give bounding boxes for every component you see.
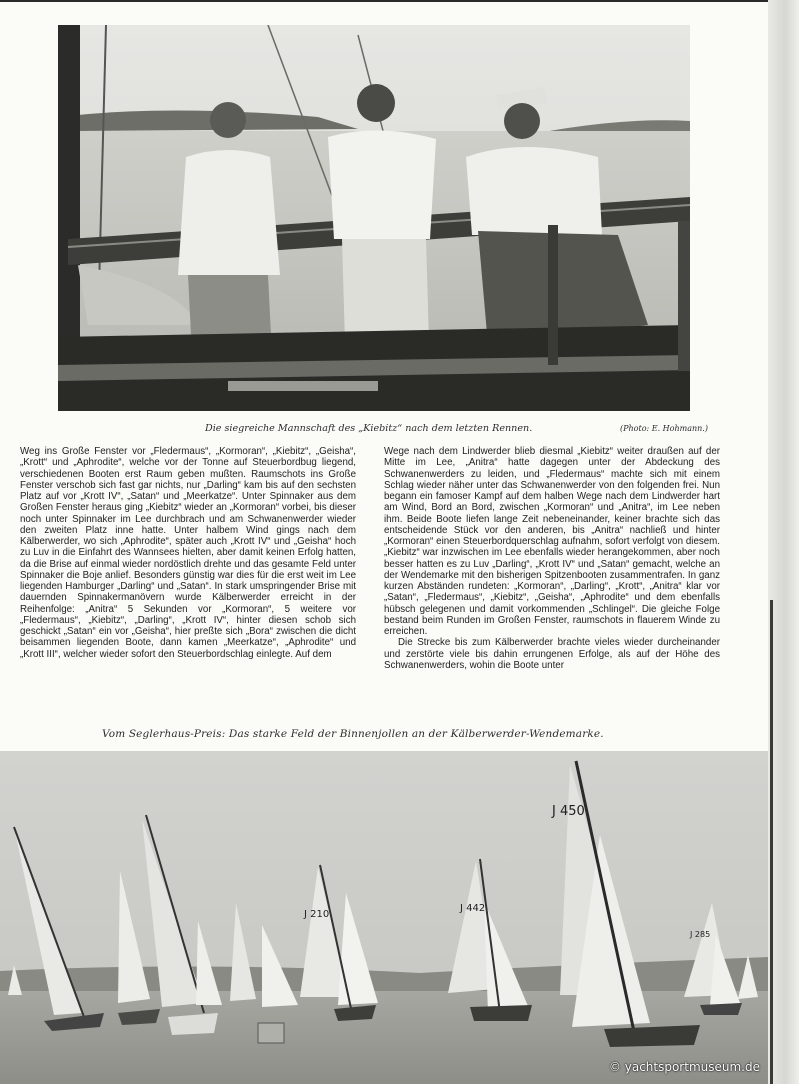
article-column-left [20, 446, 356, 660]
article-column-right [384, 446, 720, 671]
regatta-photo [0, 751, 768, 1084]
article-paragraph: Die Strecke bis zum Kälberwerder brachte vieles wieder durcheinander und zerstörte viele bis dahin errungenen Erfolge, als auf der Höhe des Schwanenwerders, wohin die Boote unter [384, 637, 720, 671]
sail-number: J 210 [304, 909, 330, 920]
photo-sailboat-fleet-icon [0, 751, 768, 1084]
crew-photo [58, 25, 690, 411]
photo-credit: (Photo: E. Hohmann.) [620, 424, 708, 433]
sail-number: J 450 [552, 804, 585, 819]
article-paragraph: Wege nach dem Lindwerder blieb diesmal „Kiebitz“ weiter draußen auf der Mitte im Lee, „Anitra“ hatte dagegen unter der Abdeckung des Schwanenwerders zu leiden, und „Fledermaus“ machte sich mit einem Schlag wieder näher unter das Schwanenwerder von den folgenden frei. Nun begann ein famoser Kampf auf dem halben Wege nach dem Lindwerder hart am Wind, Bord an Bord, zwischen „Kormoran“ und „Anitra“, im Lee neben ihm. Beide Boote liefen lange Zeit nebeneinander, keiner brachte sich das entscheidende Stück vor den anderen, bis „Anitra“ nachließ und hinter „Kormoran“ einen Steuerbordquerschlag aufnahm, sofort verfolgt von diesem. „Kiebitz“ war inzwischen im Lee ebenfalls wieder herangekommen, aber noch besser hatten es zu Luv „Darling“, „Krott IV“ und „Satan“ gemacht, welche an der Wendemarke mit den bisherigen Spitzenbooten zusammentrafen. In ganz kurzen Abständen rundeten: „Kormoran“, „Darling“, „Krott“, „Anitra“ klar vor „Satan“, „Fledermaus“, „Kiebitz“, „Geisha“, „Aphrodite“ und dem ebenfalls hübsch gelegenen und damit vorkommenden „Schlingel“. Die gleiche Folge bestand beim Runden im Großen Fenster, raumschots in flauerem Winde zu erreichen. [384, 446, 720, 637]
sail-number: J 285 [690, 930, 711, 939]
regatta-photo-caption: Vom Seglerhaus-Preis: Das starke Feld der Binnenjollen an der Kälberwerder-Wendemarke. [102, 728, 604, 740]
watermark: © yachtsportmuseum.de [608, 1060, 760, 1074]
page-binding-line [770, 600, 773, 1084]
article-paragraph: Weg ins Große Fenster vor „Fledermaus“, „Kormoran“, „Kiebitz“, „Geisha“, „Krott“ und „Aphrodite“, welche vor der Tonne auf Steuerbordbug liegend, verschiedenen Booten erst Raum geben mußten. Raumschots ins Große Fenster verschob sich fast gar nichts, nur „Darling“ kam bis auf den sechsten Platz auf vor „Krott IV“, „Satan“ und „Meerkatze“. Unter Spinnaker aus dem Großen Fenster heraus ging „Kiebitz“ wieder an „Kormoran“ vorbei, bis dieser noch unter Spinnaker im Lee durchbrach und am Schwanenwerder wieder den zweiten Platz inne hatte. Unter halbem Wind gings nach dem Kälberwerder, wo sich „Aphrodite“, später auch „Krott IV“ und „Geisha“ hoch zu Luv in die Einfahrt des Wannsees hielten, aber damit keinen Erfolg hatten, da die Brise auf einmal wieder nordöstlich drehte und das gesamte Feld unter Spinnaker die Boje anlief. Besonders günstig war dies für die erst weit im Lee liegenden Hamburger „Darling“ und „Satan“. In stark umspringender Brise mit dauernden Spinnakermanövern wurde Kälberwerder erreicht in der Reihenfolge: „Anitra“ 5 Sekunden vor „Kormoran“, 5 weitere vor „Fledermaus“, „Kiebitz“, „Darling“, „Krott IV“, hinter diesen schob sich geschickt „Satan“ ein vor „Geisha“, hier preßte sich „Bora“ zwischen die dicht beisammen liegenden Boote, dann kamen „Meerkatze“, „Aphrodite“ und „Krott III“, welcher wieder sofort den Steuerbordschlag einlegte. Auf dem [20, 446, 356, 660]
photo-three-sailors-icon [58, 25, 690, 411]
page-top-edge [0, 0, 799, 2]
sail-number: J 442 [460, 903, 486, 914]
caption-text: Die siegreiche Mannschaft des „Kiebitz“ nach dem letzten Rennen. [205, 423, 533, 434]
